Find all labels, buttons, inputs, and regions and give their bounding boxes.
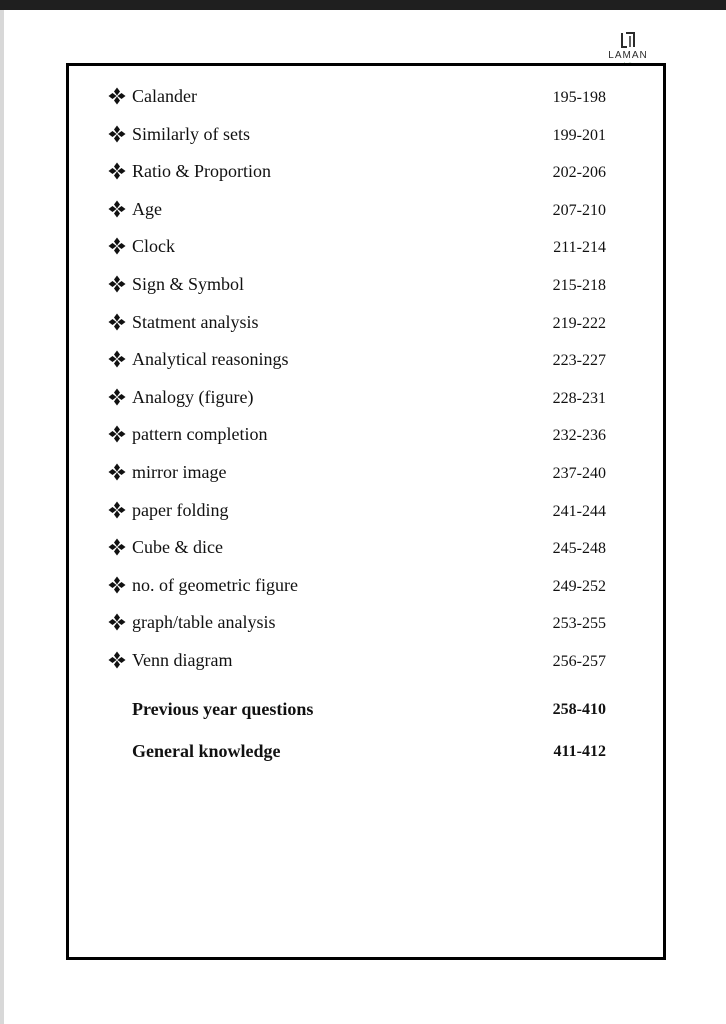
four-diamond-bullet-icon (108, 87, 126, 105)
toc-entry-pages: 223-227 (552, 352, 606, 370)
toc-entry (106, 341, 626, 379)
four-diamond-bullet-icon (108, 237, 126, 255)
toc-entry (106, 228, 626, 266)
toc-entry-pages: 202-206 (552, 164, 606, 182)
toc-entry (106, 266, 626, 304)
four-diamond-bullet-icon (108, 463, 126, 481)
four-diamond-bullet-icon (108, 350, 126, 368)
toc-entry-title: graph/table analysis (132, 612, 276, 633)
toc-entry-title: mirror image (132, 461, 227, 482)
toc-entry-pages: 195-198 (552, 89, 606, 106)
toc-entry (106, 153, 626, 191)
four-diamond-bullet-icon (108, 538, 126, 556)
toc-entry-pages: 207-210 (552, 201, 606, 219)
toc-section-entry (106, 696, 626, 738)
toc-entry-title: Analogy (figure) (132, 386, 254, 407)
toc-section-pages: 258-410 (552, 701, 606, 718)
toc-entry (106, 492, 626, 530)
toc-entry-title: Statment analysis (132, 311, 259, 332)
toc-entry (106, 116, 626, 154)
four-diamond-bullet-icon (108, 200, 126, 218)
toc-entry-title: Similarly of sets (132, 123, 250, 144)
toc-entry-pages: 215-218 (552, 276, 606, 294)
four-diamond-bullet-icon (108, 162, 126, 180)
toc-entry-pages: 249-252 (552, 577, 606, 595)
toc-entry (106, 379, 626, 417)
toc-entry (106, 604, 626, 642)
toc-entry (106, 416, 626, 454)
four-diamond-bullet-icon (108, 388, 126, 406)
four-diamond-bullet-icon (108, 425, 126, 443)
toc-entry (106, 191, 626, 229)
toc-entry-pages: 219-222 (552, 314, 606, 332)
four-diamond-bullet-icon (108, 275, 126, 293)
toc-entry-pages: 256-257 (552, 652, 606, 670)
toc-entry-title: Ratio & Proportion (132, 161, 271, 182)
four-diamond-bullet-icon (108, 651, 126, 669)
toc-section-title: General knowledge (132, 741, 281, 761)
toc-entry-pages: 253-255 (552, 615, 606, 633)
logo-tagline: solution (618, 61, 638, 66)
toc-entry-title: Clock (132, 236, 175, 257)
four-diamond-bullet-icon (108, 576, 126, 594)
logo-name: LAMAN (608, 50, 648, 61)
toc-entry-title: paper folding (132, 499, 229, 520)
toc-entry-title: pattern completion (132, 424, 268, 445)
toc-entry-pages: 232-236 (552, 427, 606, 445)
laman-logo-icon (620, 32, 636, 50)
toc-entry-title: Calander (132, 86, 197, 106)
table-of-contents (106, 78, 626, 680)
table-of-contents-extra (106, 696, 626, 780)
toc-entry-pages: 241-244 (552, 502, 606, 520)
toc-entry-pages: 199-201 (552, 126, 606, 144)
toc-entry-title: no. of geometric figure (132, 574, 298, 595)
toc-entry-title: Cube & dice (132, 537, 223, 558)
four-diamond-bullet-icon (108, 613, 126, 631)
toc-entry-pages: 237-240 (552, 464, 606, 482)
toc-entry-pages: 228-231 (552, 389, 606, 407)
toc-entry-pages: 211-214 (553, 239, 606, 257)
toc-entry-title: Analytical reasonings (132, 349, 289, 370)
toc-entry (106, 78, 626, 116)
toc-entry-pages: 245-248 (552, 540, 606, 558)
toc-entry (106, 642, 626, 680)
toc-section-pages: 411-412 (553, 743, 606, 760)
toc-entry-title: Sign & Symbol (132, 273, 245, 294)
toc-section-title: Previous year questions (132, 699, 314, 719)
toc-entry-title: Age (132, 198, 162, 219)
toc-entry-title: Venn diagram (132, 649, 233, 670)
four-diamond-bullet-icon (108, 125, 126, 143)
toc-section-entry (106, 738, 626, 780)
four-diamond-bullet-icon (108, 501, 126, 519)
toc-entry (106, 567, 626, 605)
toc-entry (106, 304, 626, 342)
toc-entry (106, 454, 626, 492)
toc-entry (106, 529, 626, 567)
four-diamond-bullet-icon (108, 313, 126, 331)
